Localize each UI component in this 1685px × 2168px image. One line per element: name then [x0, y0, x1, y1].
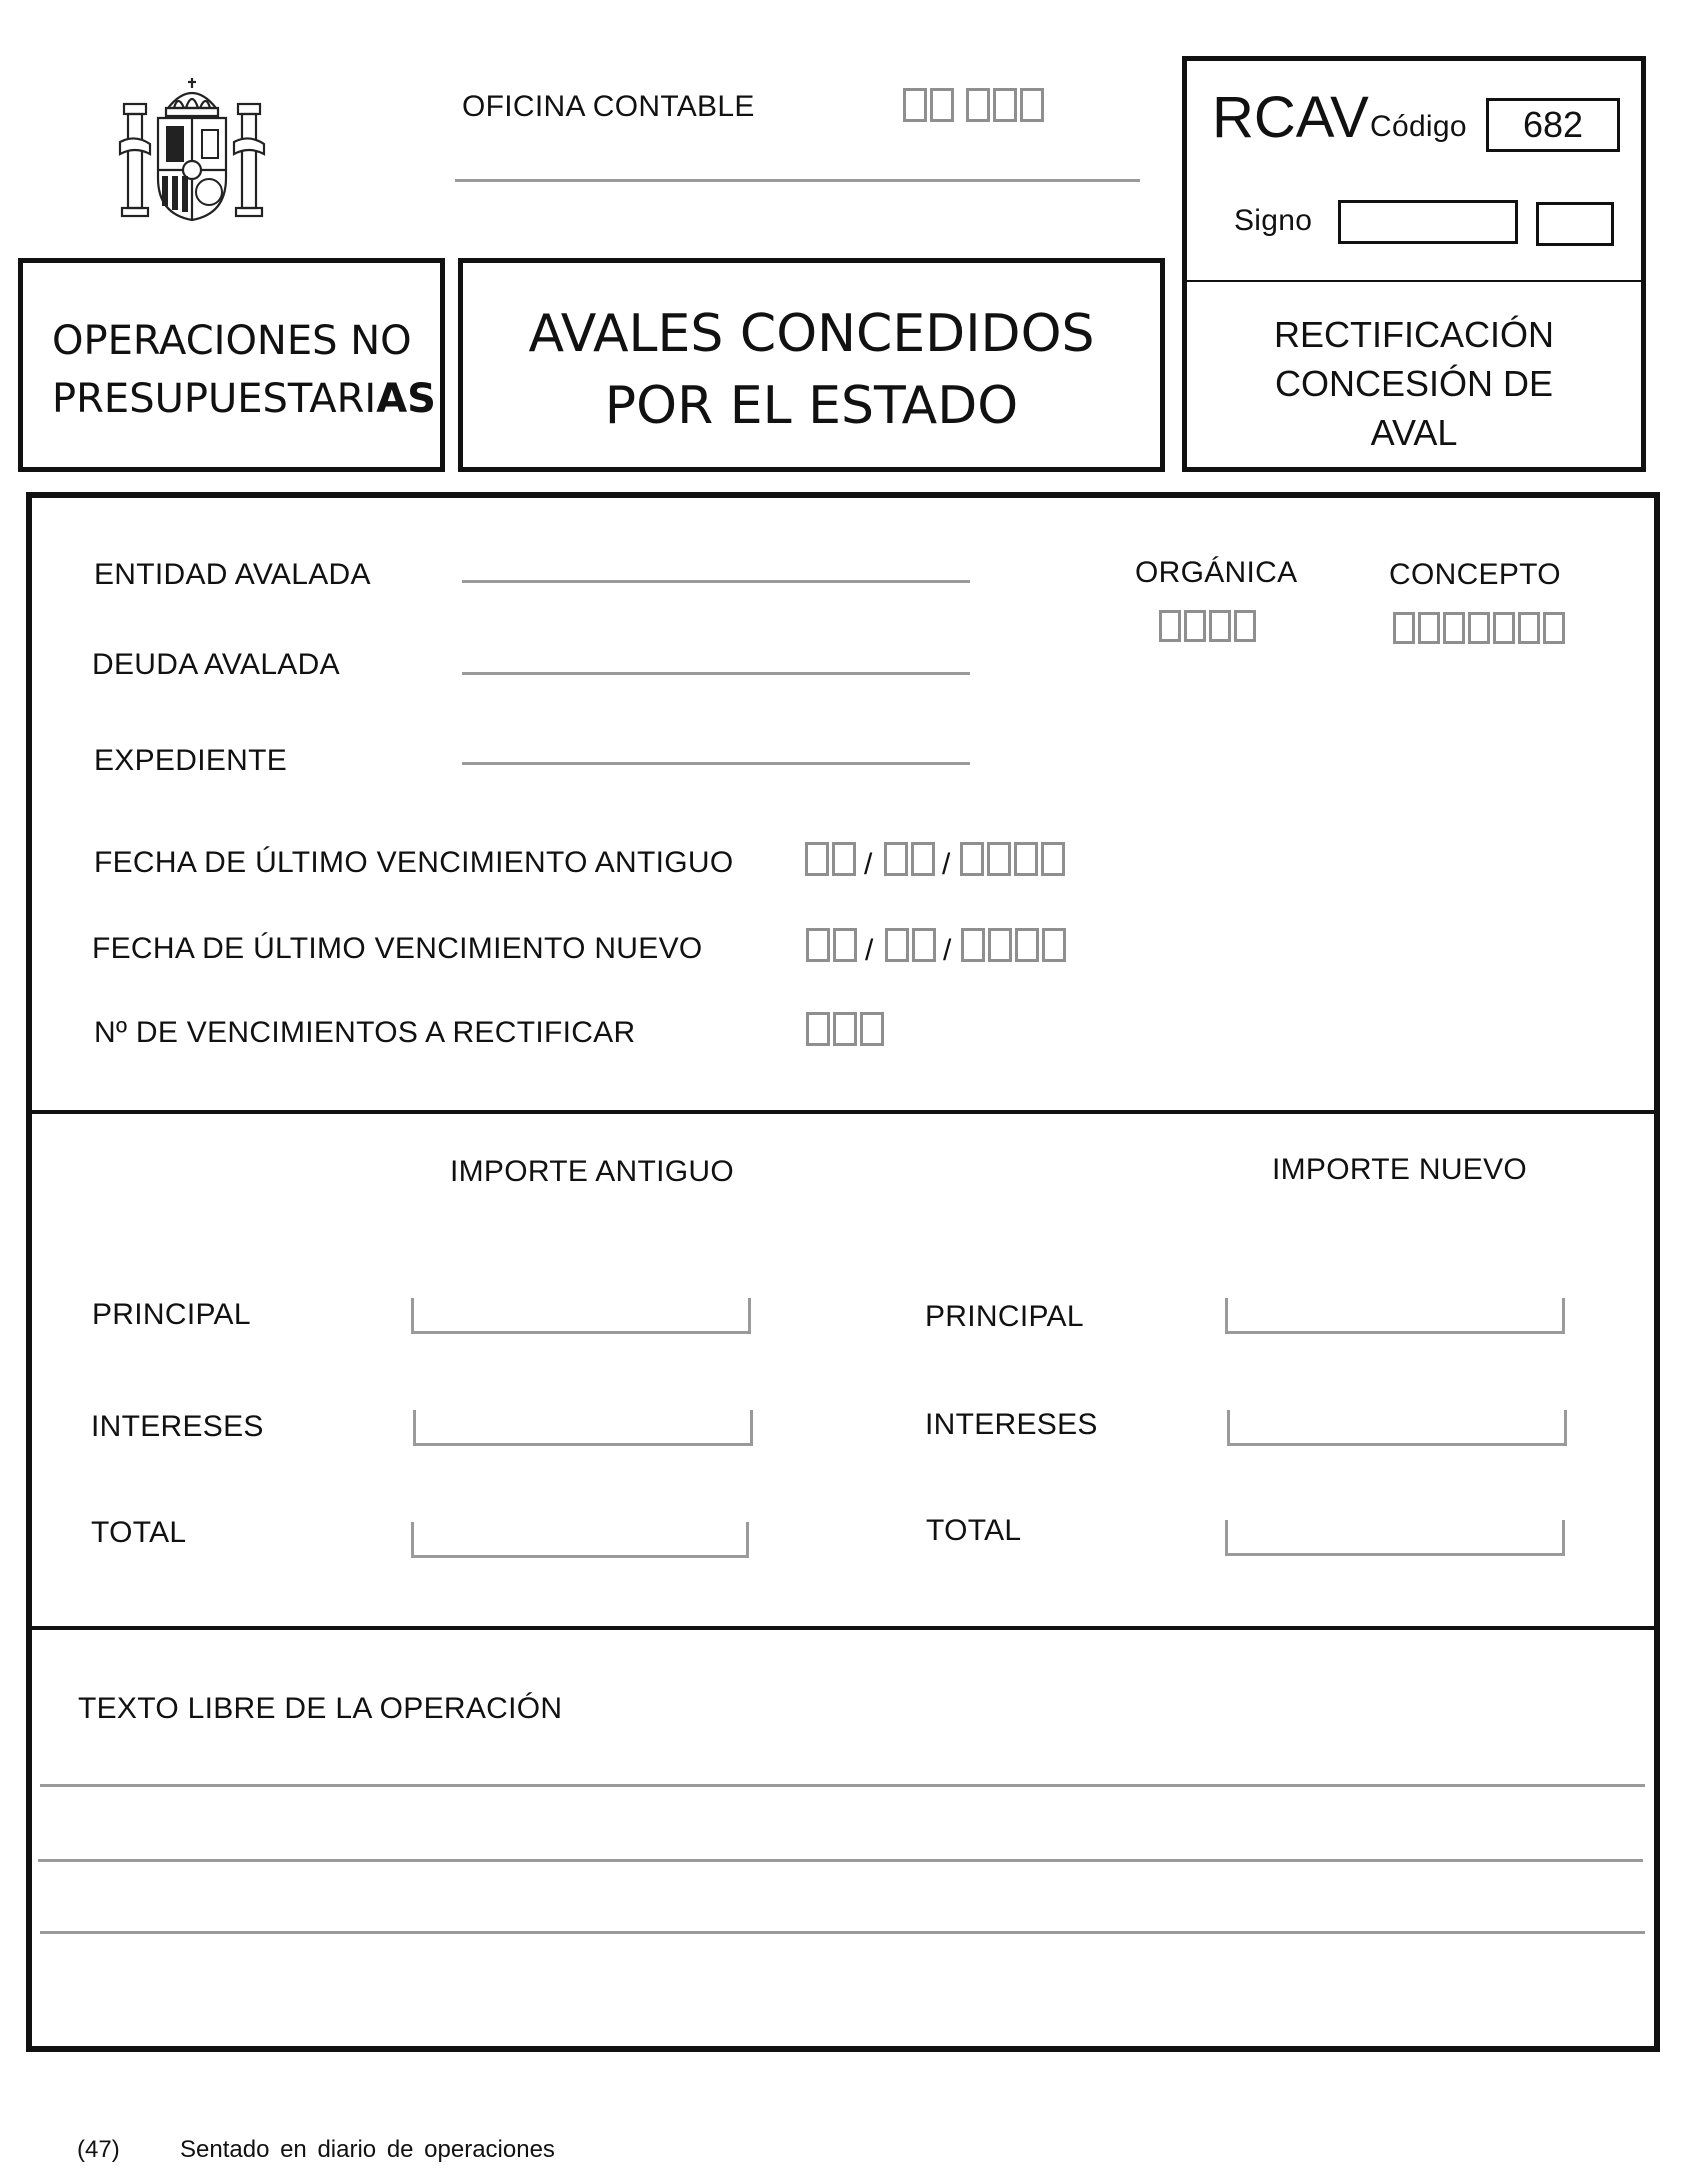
- digit-cell[interactable]: [1443, 612, 1465, 644]
- concepto-label: CONCEPTO: [1389, 558, 1561, 591]
- signo-small-field[interactable]: [1536, 202, 1614, 246]
- rectificacion-title-line3: AVAL: [1370, 412, 1458, 453]
- intereses-nuevo-label: INTERESES: [925, 1408, 1098, 1441]
- importe-nuevo-header: IMPORTE NUEVO: [1272, 1153, 1528, 1186]
- digit-cell[interactable]: [805, 842, 829, 876]
- footer-number: (47): [77, 2136, 120, 2163]
- num-vencimientos-cells[interactable]: [806, 1012, 884, 1046]
- digit-cell[interactable]: [833, 928, 857, 962]
- digit-cell[interactable]: [1543, 612, 1565, 644]
- digit-cell[interactable]: [1042, 928, 1066, 962]
- digit-cell[interactable]: [833, 1012, 857, 1046]
- digit-cell[interactable]: [1020, 88, 1044, 122]
- digit-cell[interactable]: [1393, 612, 1415, 644]
- principal-nuevo-label: PRINCIPAL: [925, 1300, 1084, 1333]
- digit-cell[interactable]: [903, 88, 927, 122]
- digit-cell[interactable]: [961, 928, 985, 962]
- coat-of-arms-emblem: [118, 74, 266, 224]
- oficina-digit-group-1[interactable]: [903, 88, 954, 122]
- digit-cell[interactable]: [987, 842, 1011, 876]
- digit-cell[interactable]: [911, 842, 935, 876]
- codigo-label: Código: [1370, 110, 1467, 143]
- footer-note: Sentado en diario de operaciones: [180, 2136, 555, 2163]
- date-separator: /: [943, 934, 952, 967]
- operaciones-title: [52, 312, 436, 428]
- digit-cell[interactable]: [885, 928, 909, 962]
- digit-cell[interactable]: [884, 842, 908, 876]
- intereses-antiguo-label: INTERESES: [91, 1410, 264, 1443]
- avales-title-line2: POR EL ESTADO: [604, 376, 1019, 436]
- operaciones-title-line2-regular: PRESUPUESTARI: [52, 376, 377, 422]
- digit-cell[interactable]: [806, 1012, 830, 1046]
- total-nuevo-label: TOTAL: [926, 1514, 1022, 1547]
- principal-nuevo-field[interactable]: [1225, 1298, 1565, 1334]
- rectificacion-title-line1: RECTIFICACIÓN: [1273, 314, 1554, 355]
- deuda-avalada-label: DEUDA AVALADA: [92, 648, 340, 681]
- expediente-field[interactable]: [462, 762, 970, 765]
- digit-cell[interactable]: [1493, 612, 1515, 644]
- digit-cell[interactable]: [1468, 612, 1490, 644]
- total-antiguo-label: TOTAL: [91, 1516, 187, 1549]
- texto-libre-line-3[interactable]: [40, 1931, 1645, 1934]
- fecha-nuevo-year[interactable]: [961, 928, 1066, 962]
- digit-cell[interactable]: [930, 88, 954, 122]
- section-divider-1: [26, 1110, 1660, 1114]
- intereses-nuevo-field[interactable]: [1227, 1410, 1567, 1446]
- fecha-antiguo-day[interactable]: [805, 842, 856, 876]
- texto-libre-line-1[interactable]: [40, 1784, 1645, 1787]
- digit-cell[interactable]: [1184, 610, 1206, 642]
- digit-cell[interactable]: [1041, 842, 1065, 876]
- importe-antiguo-header: IMPORTE ANTIGUO: [450, 1155, 734, 1188]
- organica-cells[interactable]: [1159, 610, 1256, 642]
- entidad-avalada-field[interactable]: [462, 580, 970, 583]
- operaciones-title-line1: OPERACIONES NO: [52, 318, 412, 364]
- digit-cell[interactable]: [912, 928, 936, 962]
- codigo-value: 682: [1522, 104, 1584, 145]
- digit-cell[interactable]: [1159, 610, 1181, 642]
- signo-label: Signo: [1234, 204, 1313, 237]
- rectificacion-title: [1182, 310, 1646, 457]
- digit-cell[interactable]: [966, 88, 990, 122]
- principal-antiguo-field[interactable]: [411, 1298, 751, 1334]
- fecha-antiguo-year[interactable]: [960, 842, 1065, 876]
- avales-title-line1: AVALES CONCEDIDOS: [528, 304, 1095, 364]
- fecha-nuevo-label: FECHA DE ÚLTIMO VENCIMIENTO NUEVO: [92, 932, 703, 965]
- intereses-antiguo-field[interactable]: [413, 1410, 753, 1446]
- rectificacion-title-line2: CONCESIÓN DE: [1274, 363, 1554, 404]
- digit-cell[interactable]: [1518, 612, 1540, 644]
- operaciones-title-line2: [52, 370, 436, 428]
- texto-libre-line-2[interactable]: [38, 1859, 1643, 1862]
- codigo-value-field[interactable]: [1486, 98, 1620, 152]
- date-separator: /: [864, 848, 873, 881]
- total-antiguo-field[interactable]: [411, 1522, 749, 1558]
- operaciones-title-line2-bold: AS: [376, 376, 436, 422]
- principal-antiguo-label: PRINCIPAL: [92, 1298, 251, 1331]
- oficina-contable-line[interactable]: [455, 179, 1140, 182]
- texto-libre-label: TEXTO LIBRE DE LA OPERACIÓN: [78, 1692, 563, 1725]
- concepto-cells[interactable]: [1393, 612, 1565, 644]
- num-vencimientos-label: Nº DE VENCIMIENTOS A RECTIFICAR: [94, 1016, 636, 1049]
- rcav-code-label: RCAV: [1212, 85, 1369, 150]
- date-separator: /: [942, 848, 951, 881]
- digit-cell[interactable]: [993, 88, 1017, 122]
- digit-cell[interactable]: [860, 1012, 884, 1046]
- fecha-antiguo-month[interactable]: [884, 842, 935, 876]
- digit-cell[interactable]: [806, 928, 830, 962]
- entidad-avalada-label: ENTIDAD AVALADA: [94, 558, 371, 591]
- fecha-nuevo-month[interactable]: [885, 928, 936, 962]
- fecha-nuevo-day[interactable]: [806, 928, 857, 962]
- digit-cell[interactable]: [1015, 928, 1039, 962]
- digit-cell[interactable]: [1014, 842, 1038, 876]
- fecha-antiguo-label: FECHA DE ÚLTIMO VENCIMIENTO ANTIGUO: [94, 846, 734, 879]
- avales-title: [458, 298, 1165, 442]
- main-form-box: [26, 492, 1660, 2052]
- signo-field[interactable]: [1338, 200, 1518, 244]
- digit-cell[interactable]: [832, 842, 856, 876]
- date-separator: /: [865, 934, 874, 967]
- digit-cell[interactable]: [988, 928, 1012, 962]
- total-nuevo-field[interactable]: [1225, 1520, 1565, 1556]
- section-divider-2: [26, 1626, 1660, 1630]
- deuda-avalada-field[interactable]: [462, 672, 970, 675]
- digit-cell[interactable]: [1234, 610, 1256, 642]
- expediente-label: EXPEDIENTE: [94, 744, 288, 777]
- digit-cell[interactable]: [1418, 612, 1440, 644]
- digit-cell[interactable]: [1209, 610, 1231, 642]
- oficina-digit-group-2[interactable]: [966, 88, 1044, 122]
- oficina-contable-label: OFICINA CONTABLE: [462, 90, 755, 123]
- organica-label: ORGÁNICA: [1135, 556, 1298, 589]
- digit-cell[interactable]: [960, 842, 984, 876]
